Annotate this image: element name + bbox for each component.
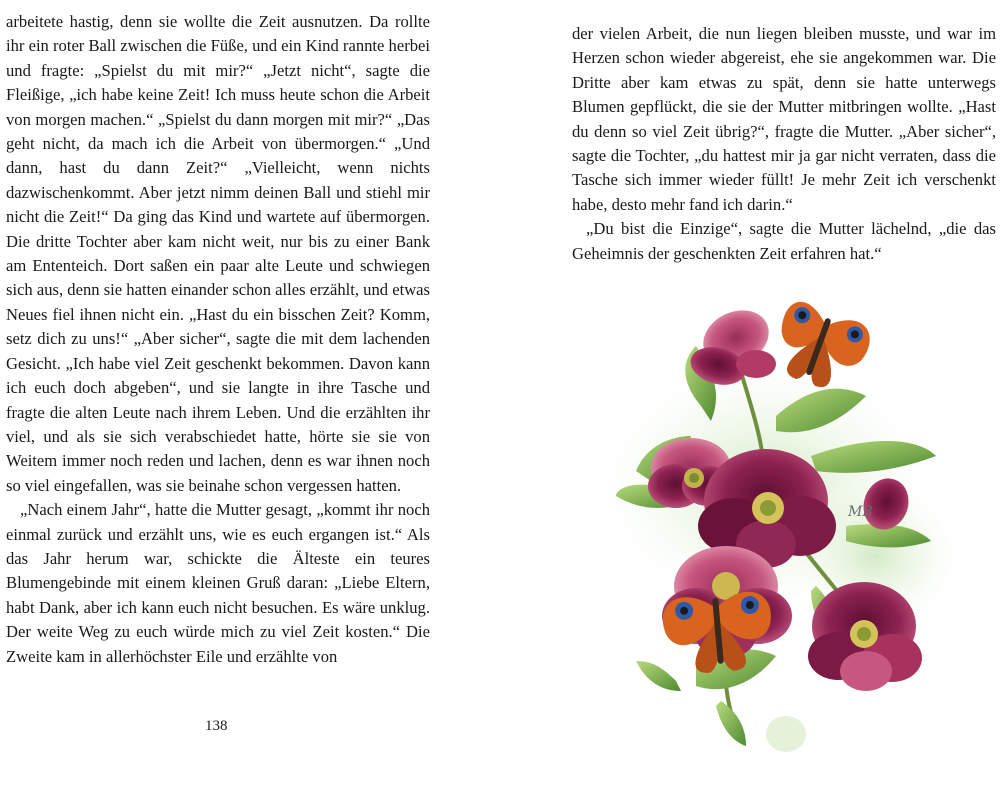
right-paragraph-2: „Du bist die Einzige“, sagte die Mutter lächelnd, „die das Geheimnis der geschenkten Zeit erfahren hat.“ <box>572 219 996 263</box>
left-page-text <box>6 10 430 669</box>
page-number: 138 <box>205 718 228 734</box>
left-paragraph-2: „Nach einem Jahr“, hatte die Mutter gesagt, „kommt ihr noch einmal zurück und erzählt uns, wie es euch ergangen ist.“ Als das Jahr herum war, schickte die Älteste ein teures Blumengebinde mit einem kleinen Gruß daran: „Liebe Eltern, habt Dank, aber ich kann euch nicht besuchen. Es wäre unklug. Der weite Weg zu euch würde mich zu viel Zeit kosten.“ Die Zweite kam in allerhöchster Eile und erzählte von <box>6 500 430 666</box>
left-paragraph-1: arbeitete hastig, denn sie wollte die Zeit ausnutzen. Da rollte ihr ein roter Ball zwischen die Füße, und ein Kind rannte herbei und fragte: „Spielst du mit mir?“ „Jetzt nicht“, sagte die Fleißige, „ich habe keine Zeit! Ich muss heute schon die Arbeit von morgen machen.“ „Spielst du dann morgen mit mir?“ „Das geht nicht, da mach ich die Arbeit von übermorgen.“ „Und dann, hast du dann Zeit?“ „Vielleicht, wenn nichts dazwischenkommt. Aber jetzt nimm deinen Ball und stiehl mir nicht die Zeit!“ Da ging das Kind und wartete auf übermorgen. Die dritte Tochter aber kam nicht weit, nur bis zu einer Bank am Ententeich. Dort saßen ein paar alte Leute und schwiegen sich aus, denn sie hatten einander schon alles erzählt, und etwas Neues fiel ihnen nicht ein. „Hast du ein bisschen Zeit? Komm, setz dich zu uns!“ „Aber sicher“, sagte die mit dem lachenden Gesicht. „Ich habe viel Zeit geschenkt bekommen. Davon kann ich euch doch abgeben“, und sie langte in ihre Tasche und fragte die alten Leute nach ihrem Leben. Und die erzählten ihr viel, und als sie sich verabschiedet hatte, hörte sie sie von Weitem immer noch reden und lachen, denn es war ihnen noch so viel eingefallen, was sie beinahe schon vergessen hatten. <box>6 12 430 495</box>
hellebore-butterfly-illustration <box>616 286 956 766</box>
artist-signature: MB <box>848 504 873 520</box>
right-paragraph-1: der vielen Arbeit, die nun liegen bleiben musste, und war im Herzen schon wieder abgereist, ehe sie angekommen war. Die Dritte aber kam etwas zu spät, denn sie hatte unterwegs Blumen gepflückt, die sie der Mutter mitbringen wollte. „Hast du denn so viel Zeit übrig?“, fragte die Mutter. „Aber sicher“, sagte die Tochter, „du hattest mir ja gar nicht verraten, dass die Tasche sich immer wieder füllt! Je mehr Zeit ich verschenkt habe, desto mehr fand ich darin.“ <box>572 24 996 214</box>
right-page-text <box>572 22 996 266</box>
